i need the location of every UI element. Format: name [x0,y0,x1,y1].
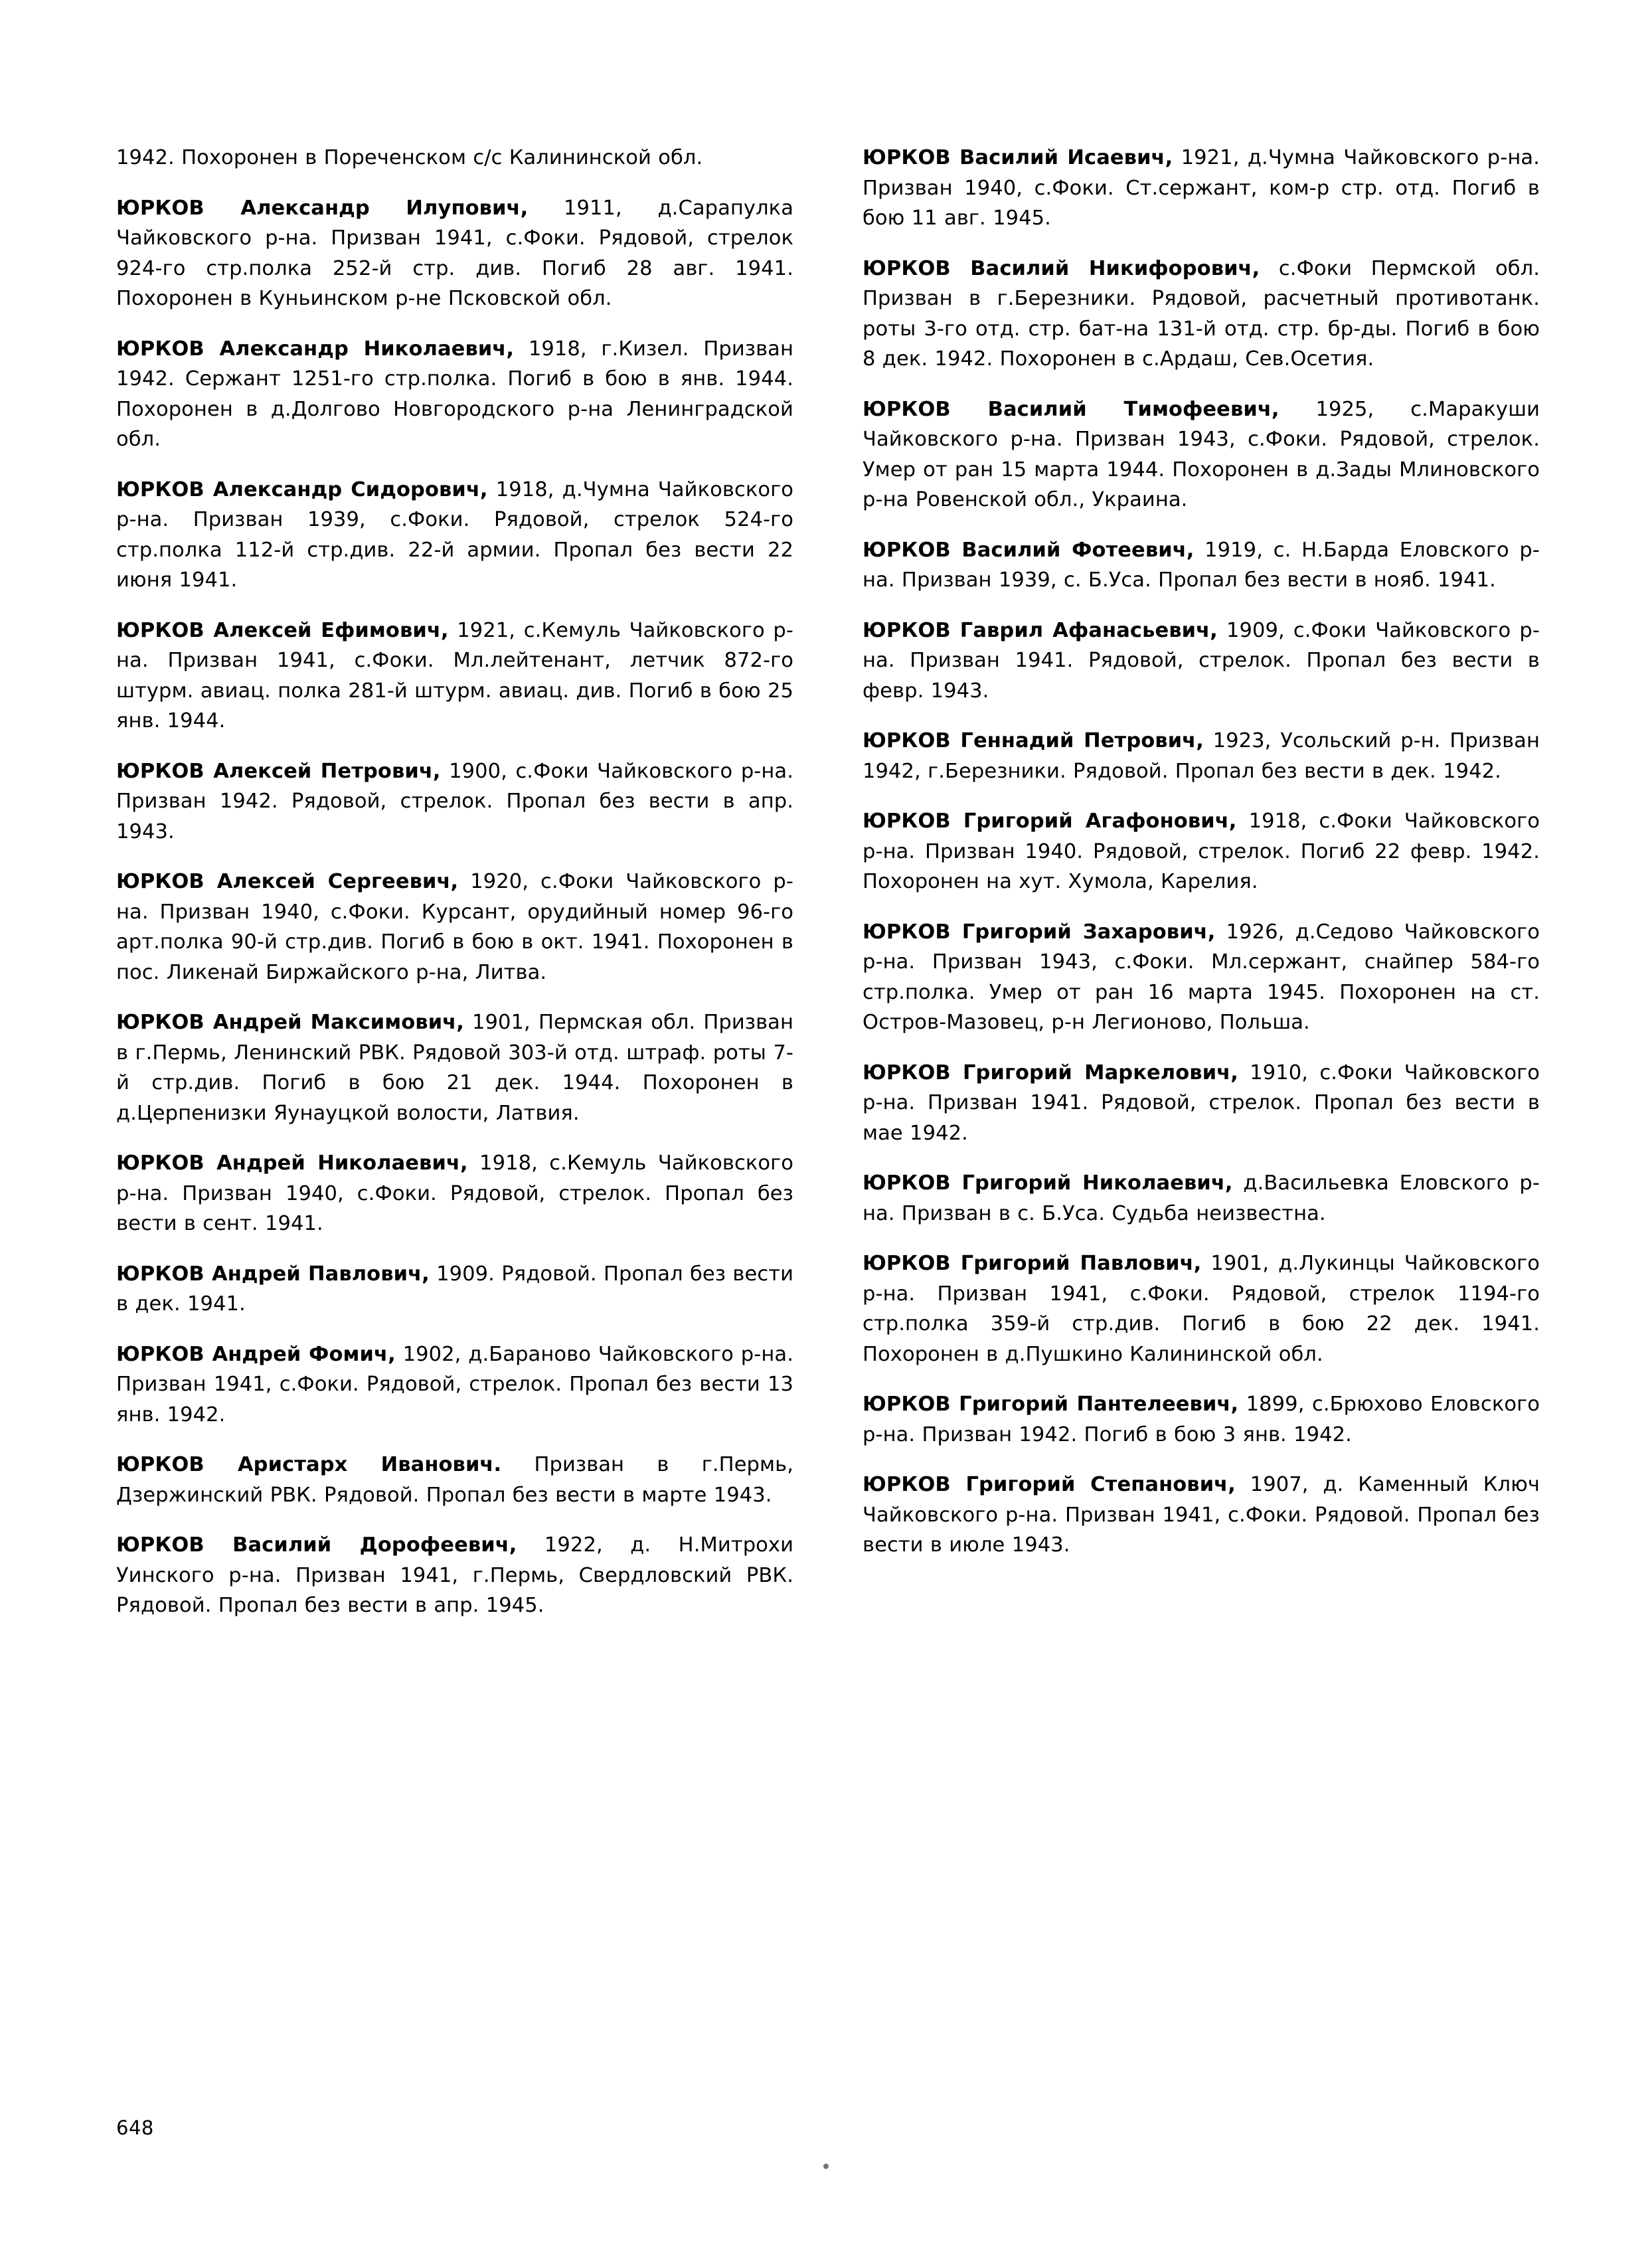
entry-text: 1918, г.Кизел. Призван 1942. Сержант 1251-го стр.полка. Погиб в бою в янв. 1944. Похоронен в д.Долгово Новгородского р-на Ленинградской обл. [116,337,793,451]
entry [116,334,793,455]
entry-text: 1907, д. Каменный Ключ Чайковского р-на. Призван 1941, с.Фоки. Рядовой. Пропал без вести в июле 1943. [863,1473,1540,1557]
entry-text: д.Васильевка Еловского р-на. Призван в с. Б.Уса. Судьба неизвестна. [863,1171,1540,1225]
entry-name: ЮРКОВ Александр Илупович, [116,196,529,220]
entry-text: 1920, с.Фоки Чайковского р-на. Призван 1940, с.Фоки. Курсант, орудийный номер 96-го арт.полка 90-й стр.див. Погиб в бою в окт. 1941. Похоронен в пос. Ликенай Биржайского р-на, Литва. [116,870,793,984]
entry-text: 1918, с.Кемуль Чайковского р-на. Призван 1940, с.Фоки. Рядовой, стрелок. Пропал без вести в сент. 1941. [116,1152,794,1235]
entry-text: с.Фоки Пермской обл. Призван в г.Березники. Рядовой, расчетный противотанк. роты 3-го отд. стр. бат-на 131-й отд. стр. бр-ды. Погиб в бою 8 дек. 1942. Похоронен в с.Ардаш, Сев.Осетия. [863,256,1540,371]
entry-text: Призван в г.Пермь, Дзержинский РВК. Рядовой. Пропал без вести в марте 1943. [116,1453,793,1507]
entry-text: 1923, Усольский р-н. Призван 1942, г.Березники. Рядовой. Пропал без вести в дек. 1942. [863,729,1540,783]
entry-name: ЮРКОВ Василий Исаевич, [863,146,1173,169]
entry [116,1259,793,1320]
entry-name: ЮРКОВ Андрей Фомич, [116,1342,396,1366]
entry [116,1530,793,1621]
entry [116,1148,793,1239]
entry [863,806,1540,897]
entry [116,475,793,596]
two-column-layout [116,143,1540,1621]
entry-name: ЮРКОВ Василий Никифорович, [863,256,1260,280]
entry-text: 1909. Рядовой. Пропал без вести в дек. 1941. [116,1262,793,1316]
entry-text: 1901, д.Лукинцы Чайковского р-на. Призван 1941, с.Фоки. Рядовой, стрелок 1194-го стр.полка 359-й стр.див. Погиб в бою 22 дек. 1941. Похоронен в д.Пушкино Калининской обл. [863,1252,1540,1366]
entry [863,616,1540,707]
entry-text: 1919, с. Н.Барда Еловского р-на. Призван 1939, с. Б.Уса. Пропал без вести в нояб. 1941. [863,538,1540,592]
entry [863,1470,1540,1561]
entry-text: 1911, д.Сарапулка Чайковского р-на. Призван 1941, с.Фоки. Рядовой, стрелок 924-го стр.полка 252-й стр. див. Погиб 28 авг. 1941. Похоронен в Куньинском р-не Псковской обл. [116,196,793,310]
entry-name: ЮРКОВ Андрей Николаевич, [116,1152,468,1175]
entry-text: 1900, с.Фоки Чайковского р-на. Призван 1942. Рядовой, стрелок. Пропал без вести в апр. 1943. [116,759,794,843]
entry [863,1058,1540,1149]
entry-name: ЮРКОВ Василий Тимофеевич, [863,397,1280,421]
entry-name: ЮРКОВ Аристарх Иванович. [116,1453,502,1476]
entry [116,756,793,847]
entry-name: ЮРКОВ Андрей Павлович, [116,1262,430,1286]
entry-text: 1922, д. Н.Митрохи Уинского р-на. Призван 1941, г.Пермь, Свердловский РВК. Рядовой. Пропал без вести в апр. 1945. [116,1533,793,1617]
entry-text: 1925, с.Маракуши Чайковского р-на. Призван 1943, с.Фоки. Рядовой, стрелок. Умер от ран 15 марта 1944. Похоронен в д.Зады Млиновского р-на Ровенской обл., Украина. [863,397,1540,511]
page-number: 648 [116,2116,154,2139]
entry [116,1339,793,1430]
entry [863,1389,1540,1450]
entry [863,535,1540,596]
entry-text: 1901, Пермская обл. Призван в г.Пермь, Ленинский РВК. Рядовой 303-й отд. штраф. роты 7-й стр.див. Погиб в бою 21 дек. 1944. Похоронен в д.Церпенизки Яунауцкой волости, Латвия. [116,1011,794,1125]
entry [116,867,793,988]
entry-text: 1902, д.Бараново Чайковского р-на. Призван 1941, с.Фоки. Рядовой, стрелок. Пропал без вести 13 янв. 1942. [116,1342,793,1426]
entry-name: ЮРКОВ Андрей Максимович, [116,1011,464,1034]
entry-text: 1909, с.Фоки Чайковского р-на. Призван 1941. Рядовой, стрелок. Пропал без вести в февр. 1943. [863,618,1540,703]
entry-name: ЮРКОВ Алексей Ефимович, [116,618,449,642]
entry-name: ЮРКОВ Гаврил Афанасьевич, [863,618,1218,642]
entry-name: ЮРКОВ Григорий Павлович, [863,1252,1202,1275]
entry [116,616,793,736]
entry [863,1249,1540,1369]
entry [863,394,1540,515]
entry-name: ЮРКОВ Григорий Пантелеевич, [863,1393,1239,1416]
entry [863,254,1540,375]
entry-name: ЮРКОВ Алексей Сергеевич, [116,870,459,893]
entry [116,1450,793,1510]
entry-text: 1921, д.Чумна Чайковского р-на. Призван 1940, с.Фоки. Ст.сержант, ком-р стр. отд. Погиб в бою 11 авг. 1945. [863,146,1540,230]
entry-text: 1910, с.Фоки Чайковского р-на. Призван 1941. Рядовой, стрелок. Пропал без вести в мае 1942. [863,1061,1540,1145]
entry-text: 1942. Похоронен в Пореченском с/с Калининской обл. [116,146,703,169]
entry-name: ЮРКОВ Василий Дорофеевич, [116,1533,517,1557]
entry-name: ЮРКОВ Григорий Николаевич, [863,1171,1233,1195]
entry-name: ЮРКОВ Григорий Маркелович, [863,1061,1238,1084]
entry-text: 1926, д.Седово Чайковского р-на. Призван 1943, с.Фоки. Мл.сержант, снайпер 584-го стр.полка. Умер от ран 16 марта 1945. Похоронен на ст. Остров-Мазовец, р-н Легионово, Польша. [863,920,1540,1034]
entry-text: 1918, д.Чумна Чайковского р-на. Призван 1939, с.Фоки. Рядовой, стрелок 524-го стр.полка 112-й стр.див. 22-й армии. Пропал без вести 22 июня 1941. [116,477,793,592]
entry-text: 1899, с.Брюхово Еловского р-на. Призван 1942. Погиб в бою 3 янв. 1942. [863,1393,1540,1446]
left-column [116,143,793,1621]
entry-name: ЮРКОВ Григорий Агафонович, [863,810,1237,833]
entry-name: ЮРКОВ Григорий Степанович, [863,1473,1236,1496]
entry [863,726,1540,786]
entry [116,143,793,173]
entry-name: ЮРКОВ Василий Фотеевич, [863,538,1195,562]
entry [116,193,793,314]
entry [863,143,1540,234]
right-column [863,143,1540,1561]
entry-name: ЮРКОВ Александр Сидорович, [116,477,488,501]
entry [116,1007,793,1128]
entry-name: ЮРКОВ Григорий Захарович, [863,920,1216,944]
entry-text: 1918, с.Фоки Чайковского р-на. Призван 1940. Рядовой, стрелок. Погиб 22 февр. 1942. Похоронен на хут. Хумола, Карелия. [863,810,1540,893]
entry [863,1168,1540,1229]
entry-name: ЮРКОВ Алексей Петрович, [116,759,441,783]
entry-text: 1921, с.Кемуль Чайковского р-на. Призван 1941, с.Фоки. Мл.лейтенант, летчик 872-го штурм. авиац. полка 281-й штурм. авиац. див. Погиб в бою 25 янв. 1944. [116,618,793,733]
entry-name: ЮРКОВ Александр Николаевич, [116,337,515,361]
entry [863,917,1540,1038]
entry-name: ЮРКОВ Геннадий Петрович, [863,729,1204,752]
footer-dot-icon [823,2164,829,2169]
